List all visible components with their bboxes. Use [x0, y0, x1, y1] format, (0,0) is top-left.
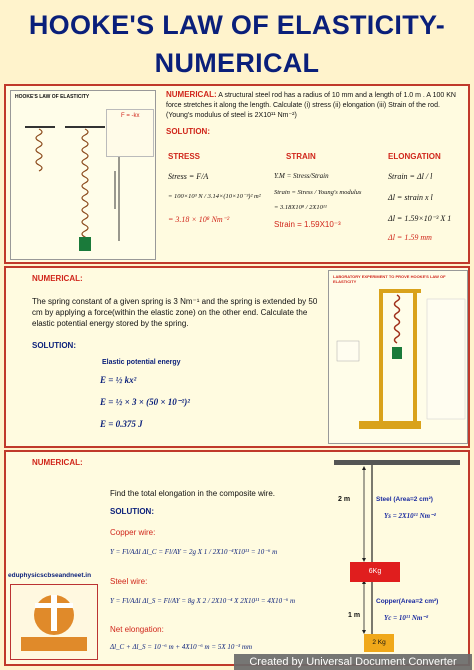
copper-area-label: Copper(Area=2 cm²) — [376, 598, 439, 605]
numerical-label-1: NUMERICAL: — [166, 90, 217, 99]
wire-drawing — [326, 456, 468, 662]
stress-line-1: Stress = F/A — [168, 172, 209, 181]
numerical-label-3: NUMERICAL: — [32, 458, 83, 467]
panel-composite-wire — [4, 450, 470, 666]
lab-stand-illustration — [329, 271, 469, 445]
copper-length: 1 m — [348, 612, 361, 619]
steel-area-label: Steel (Area=2 cm²) — [376, 496, 433, 503]
stress-result: = 3.18 × 10⁸ Nm⁻² — [168, 215, 230, 224]
elongation-line-3: Δl = 1.59×10⁻³ X 1 — [388, 214, 452, 223]
numerical-label-2: NUMERICAL: — [32, 274, 83, 283]
elongation-line-1: Strain = Δl / l — [388, 172, 433, 181]
elongation-column — [388, 152, 468, 243]
copper-youngs-modulus: Yc = 10¹¹ Nm⁻² — [384, 614, 429, 622]
problem-1-body: A structural steel rod has a radius of 10 mm and a length of 1.0 m . A 100 KN force stretches it along the length. Calculate (i) stress (ii) elongation (iii) Strain of the rod. (Young's modulus of steel is 2X10¹¹ Nm⁻²) — [166, 92, 456, 119]
site-logo — [10, 584, 98, 660]
elongation-result: Δl = 1.59 mm — [388, 233, 432, 242]
watermark-banner: Created by Universal Document Converter — [234, 654, 472, 670]
steel-equation: Y = Fl/AΔl Δl_S = Fl/AY = 8g X 2 / 2X10⁻⁴ X 2X10¹¹ = 4X10⁻⁶ m — [110, 597, 296, 605]
stress-column — [168, 152, 266, 225]
strain-line-1: Y.M = Stress/Strain — [274, 172, 329, 180]
problem-3-text: Find the total elongation in the composite wire. — [110, 489, 275, 498]
strain-line-3: = 3.18X10⁸ / 2X10¹¹ — [274, 204, 327, 211]
title-line-2: NUMERICAL — [154, 48, 320, 78]
lab-experiment-thumbnail — [328, 270, 468, 444]
elongation-head: ELONGATION — [388, 152, 441, 161]
thumb-formula: F = -kx — [121, 113, 140, 119]
problem-1 — [166, 90, 466, 136]
thumb-title: HOOKE'S LAW OF ELASTICITY — [15, 94, 90, 100]
title-line-1: HOOKE'S LAW OF ELASTICITY- — [28, 10, 446, 40]
strain-column — [274, 152, 382, 230]
mass-6kg: 6Kg — [368, 568, 382, 575]
logo-emblem-icon — [11, 585, 97, 659]
stress-line-2: = 100×10³ N / 3.14×(10×10⁻³)² m² — [168, 193, 261, 200]
stress-head: STRESS — [168, 152, 201, 161]
pe-line-1: E = ½ kx² — [100, 375, 137, 385]
solution-label-1: SOLUTION: — [166, 127, 210, 136]
panel-steel-rod — [4, 84, 470, 264]
net-equation: Δl_C + Δl_S = 10⁻⁶ m + 4X10⁻⁶ m = 5X 10⁻³ mm — [110, 643, 252, 651]
copper-equation: Y = Fl/AΔl Δl_C = Fl/AY = 2g X 1 / 2X10⁻⁴X10¹¹ = 10⁻⁶ m — [110, 548, 278, 556]
strain-line-2: Strain = Stress / Young's modulus — [274, 189, 362, 196]
solution-label-2: SOLUTION: — [32, 341, 76, 350]
solution-label-3: SOLUTION: — [110, 507, 154, 516]
strain-result: Strain = 1.59X10⁻³ — [274, 220, 341, 229]
problem-2-text: The spring constant of a given spring is 3 Nm⁻¹ and the spring is extended by 50 cm by applying a force(within the elastic zone) on the other end. Calculate the elastic potential energy stored by the spring. — [32, 297, 318, 328]
net-heading: Net elongation: — [110, 625, 164, 634]
mass-2kg: 2 Kg — [372, 639, 386, 646]
problem-1-text — [166, 90, 466, 121]
strain-head: STRAIN — [286, 152, 316, 161]
hooke-law-thumbnail — [10, 90, 156, 260]
pe-heading: Elastic potential energy — [102, 359, 181, 366]
lab-thumb-title: LABORATORY EXPERIMENT TO PROVE HOOKE'S LAW OF ELASTICITY — [333, 274, 446, 284]
page-title — [0, 6, 474, 82]
website-link[interactable]: eduphysicscbseandneet.in — [8, 572, 92, 579]
copper-heading: Copper wire: — [110, 528, 156, 537]
steel-heading: Steel wire: — [110, 577, 148, 586]
panel-spring-energy — [4, 266, 470, 448]
elongation-line-2: Δl = strain x l — [388, 193, 433, 202]
composite-wire-diagram — [326, 456, 468, 662]
pe-result: E = 0.375 J — [100, 419, 143, 429]
steel-youngs-modulus: Ys = 2X10¹¹ Nm⁻² — [384, 512, 436, 520]
pe-line-2: E = ½ × 3 × (50 × 10⁻²)² — [100, 397, 190, 407]
steel-length: 2 m — [338, 496, 351, 503]
